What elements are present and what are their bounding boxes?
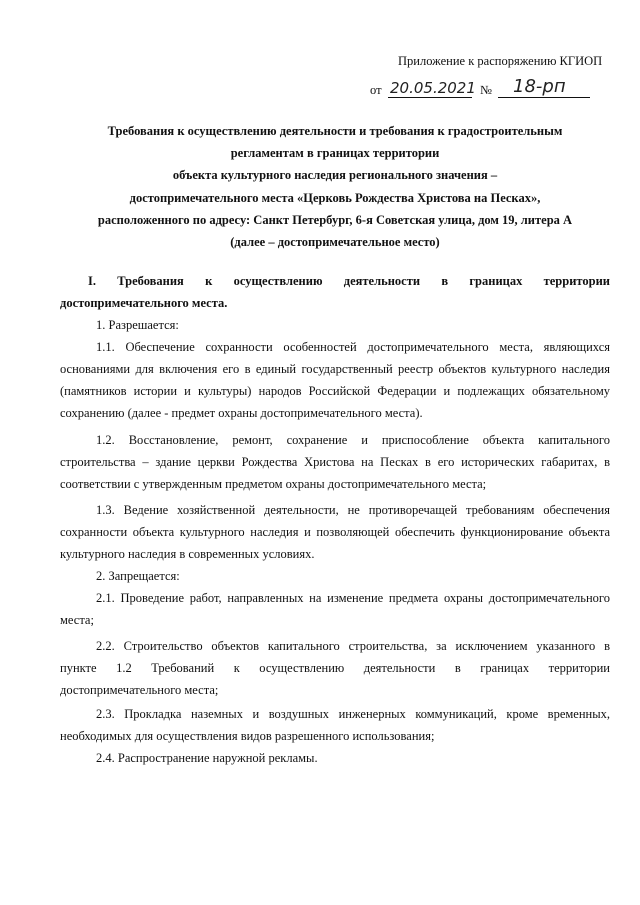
handwritten-number: 18-рп: [513, 76, 566, 97]
paragraph-line: 2.2. Строительство объектов капитального строительства, за исключением указанного в: [96, 639, 610, 653]
title-line: расположенного по адресу: Санкт Петербург, 6-я Советская улица, дом 19, литера А: [97, 212, 573, 227]
paragraph-line: 2.1. Проведение работ, направленных на изменение предмета охраны достопримечательного: [96, 591, 610, 605]
date-prefix: от: [370, 83, 382, 97]
title-line: Требования к осуществлению деятельности и требования к градостроительным: [107, 124, 563, 138]
paragraph-heading: 2. Запрещается:: [96, 569, 180, 583]
document-title: [60, 120, 610, 253]
paragraph-line: строительства – здание церкви Рождества Христова на Песках в его исторических габаритах, в: [60, 455, 610, 469]
paragraph-line: 1.2. Восстановление, ремонт, сохранение и приспособление объекта капитального: [96, 433, 610, 447]
section-heading-line: I. Требования к осуществлению деятельности в границах территории: [88, 274, 610, 288]
paragraph-line: основаниями для включения его в единый государственный реестр объектов культурного наследия: [60, 362, 610, 376]
paragraph-line: пункте 1.2 Требований к осуществлению деятельности в границах территории: [60, 661, 610, 675]
paragraph-line: сохранности объекта культурного наследия и позволяющей обеспечить функционирование объекта: [60, 525, 610, 539]
paragraph-line: (памятников истории и культуры) народов Российской Федерации и подлежащих обязательному: [60, 384, 610, 398]
date-number-line: [370, 76, 600, 100]
paragraph-line: необходимых для осуществления видов разрешенного использования;: [60, 729, 435, 743]
paragraph-line: 2.3. Прокладка наземных и воздушных инженерных коммуникаций, кроме временных,: [96, 707, 610, 721]
paragraph-line: культурного наследия в современных условиях.: [60, 547, 315, 561]
title-line: объекта культурного наследия регионального значения –: [172, 168, 498, 183]
paragraph-line: места;: [60, 613, 94, 627]
paragraph-line: 1.3. Ведение хозяйственной деятельности, не противоречащей требованиям обеспечения: [96, 503, 610, 517]
paragraph-line: 1.1. Обеспечение сохранности особенностей достопримечательного места, являющихся: [96, 340, 610, 354]
handwritten-date: 20.05.2021: [390, 79, 476, 97]
title-line: достопримечательного места «Церковь Рождества Христова на Песках»,: [129, 190, 541, 205]
date-underline: [388, 97, 472, 98]
annex-caption: Приложение к распоряжению КГИОП: [398, 54, 603, 68]
paragraph-heading: 1. Разрешается:: [96, 318, 179, 332]
paragraph-line: 2.4. Распространение наружной рекламы.: [96, 751, 318, 765]
title-line: регламентам в границах территории: [230, 146, 440, 161]
title-line: (далее – достопримечательное место): [230, 235, 440, 250]
number-underline: [498, 97, 590, 98]
number-label: №: [480, 83, 492, 97]
paragraph-line: сохранению (далее - предмет охраны достопримечательного места).: [60, 406, 423, 420]
section-heading-line: достопримечательного места.: [60, 296, 228, 310]
paragraph-line: достопримечательного места;: [60, 683, 219, 697]
paragraph-line: соответствии с утвержденным предметом охраны достопримечательного места;: [60, 477, 487, 491]
